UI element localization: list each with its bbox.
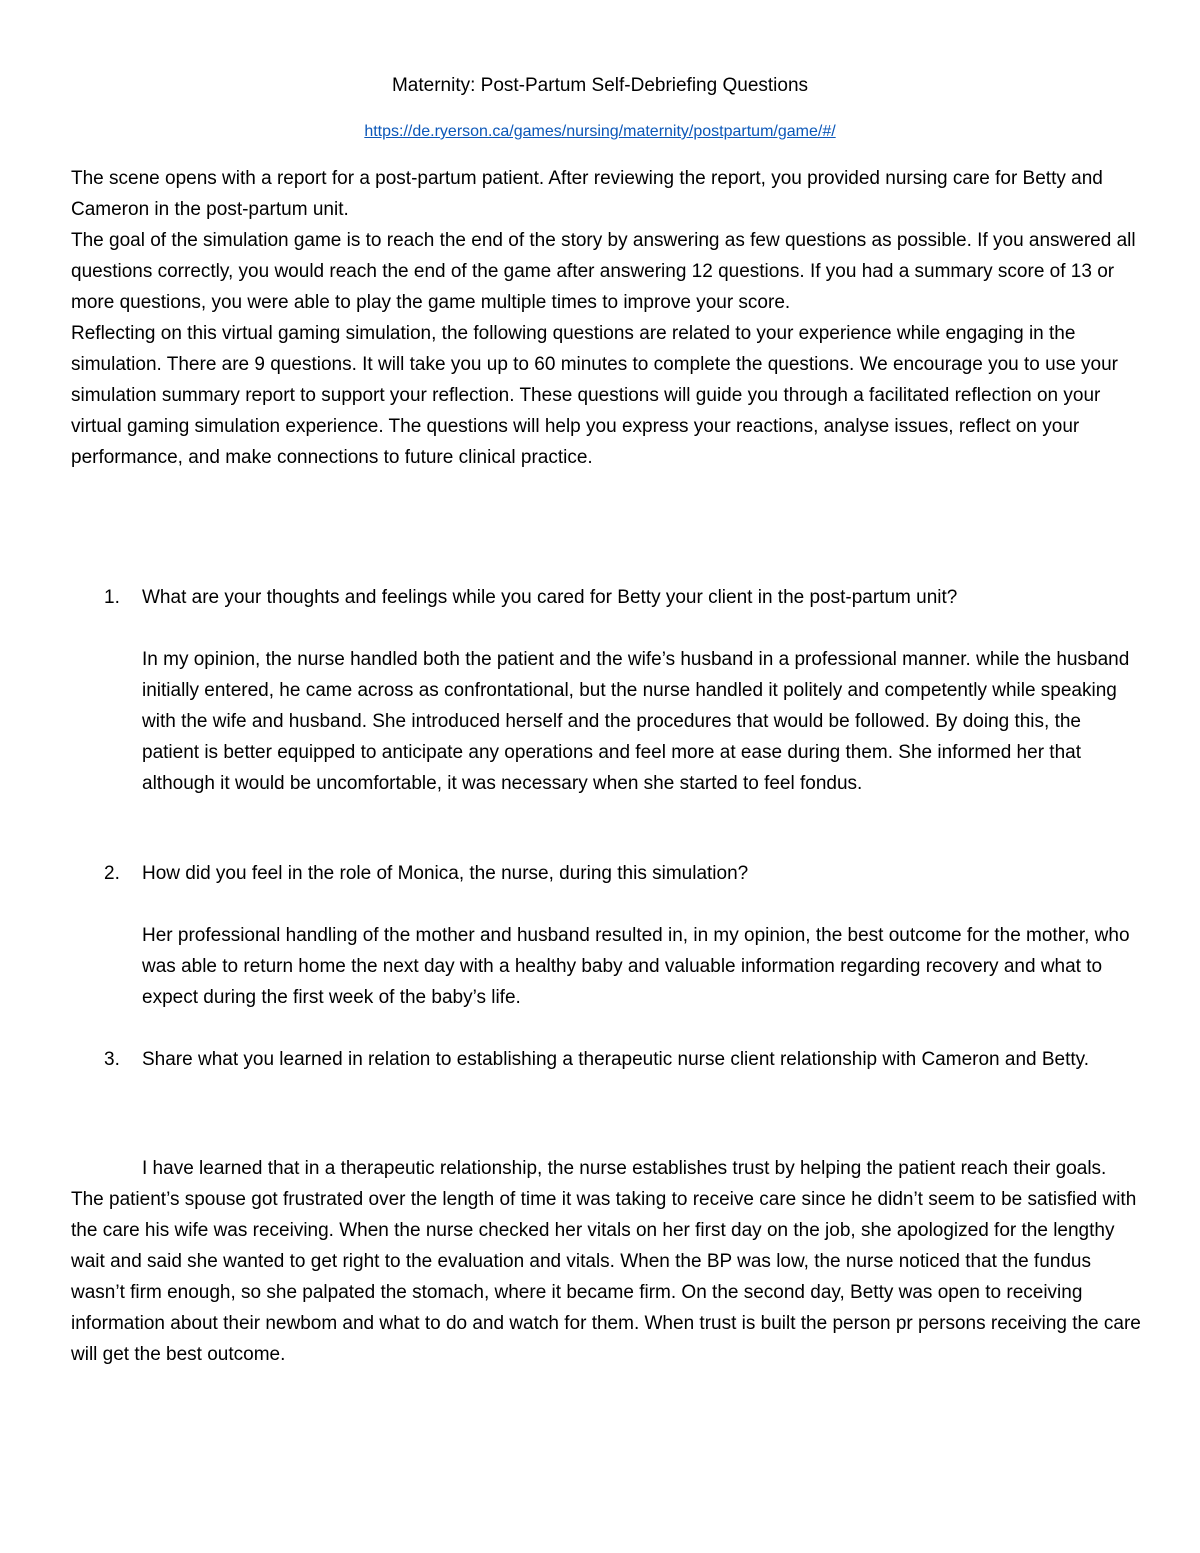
answer-3: I have learned that in a therapeutic relationship, the nurse establishes trust by helping the patient reach their goals. The patient’s spouse got frustrated over the length of time it was taking to receive care since he didn’t seem to be satisfied with the care his wife was receiving. When the nurse checked her vitals on her first day on the job, she apologized for the lengthy wait and said she wanted to get right to the evaluation and vitals. When the BP was low, the nurse noticed that the fundus wasn’t firm enough, so she palpated the stomach, where it became firm. On the second day, Betty was open to receiving information about their newbom and what to do and watch for them. When trust is built the person pr persons receiving the care will get the best outcome.	[71, 1158, 1141, 1365]
intro-paragraph: Reflecting on this virtual gaming simulation, the following questions are related to your experience while engaging in the simulation. There are 9 questions. It will take you up to 60 minutes to complete the questions. We encourage you to use your simulation summary report to support your reflection. These questions will guide you through a facilitated reflection on your virtual gaming simulation experience. The questions will help you express your reactions, analyse issues, reflect on your performance, and make connections to future clinical practice.	[71, 323, 1119, 468]
question-number: 2.	[104, 863, 120, 884]
question-2	[104, 858, 1144, 889]
question-text: What are your thoughts and feelings while you cared for Betty your client in the post-partum unit?	[142, 587, 958, 608]
answer-1: In my opinion, the nurse handled both the patient and the wife’s husband in a professional manner. while the husband initially entered, he came across as confrontational, but the nurse handled it politely and competently while speaking with the wife and husband. She introduced herself and the procedures that would be followed. By doing this, the patient is better equipped to anticipate any operations and feel more at ease during them. She informed her that although it would be uncomfortable, it was necessary when she started to feel fondus.	[142, 649, 1130, 794]
question-text: How did you feel in the role of Monica, the nurse, during this simulation?	[142, 863, 749, 884]
question-3	[104, 1044, 1144, 1075]
question-number: 1.	[104, 587, 120, 608]
question-1	[104, 582, 1144, 613]
intro-section	[71, 163, 1141, 473]
question-text: Share what you learned in relation to establishing a therapeutic nurse client relationship with Cameron and Betty.	[142, 1049, 1090, 1070]
question-number: 3.	[104, 1049, 120, 1070]
intro-paragraph: The scene opens with a report for a post-partum patient. After reviewing the report, you provided nursing care for Betty and Cameron in the post-partum unit.	[71, 168, 1103, 220]
answer-2: Her professional handling of the mother and husband resulted in, in my opinion, the best outcome for the mother, who was able to return home the next day with a healthy baby and valuable information regarding recovery and what to expect during the first week of the baby’s life.	[142, 925, 1130, 1008]
document-title: Maternity: Post-Partum Self-Debriefing Questions	[391, 75, 809, 96]
intro-paragraph: The goal of the simulation game is to reach the end of the story by answering as few questions as possible. If you answered all questions correctly, you would reach the end of the game after answering 12 questions. If you had a summary score of 13 or more questions, you were able to play the game multiple times to improve your score.	[71, 230, 1136, 313]
game-link[interactable]: https://de.ryerson.ca/games/nursing/maternity/postpartum/game/#/	[364, 123, 836, 140]
